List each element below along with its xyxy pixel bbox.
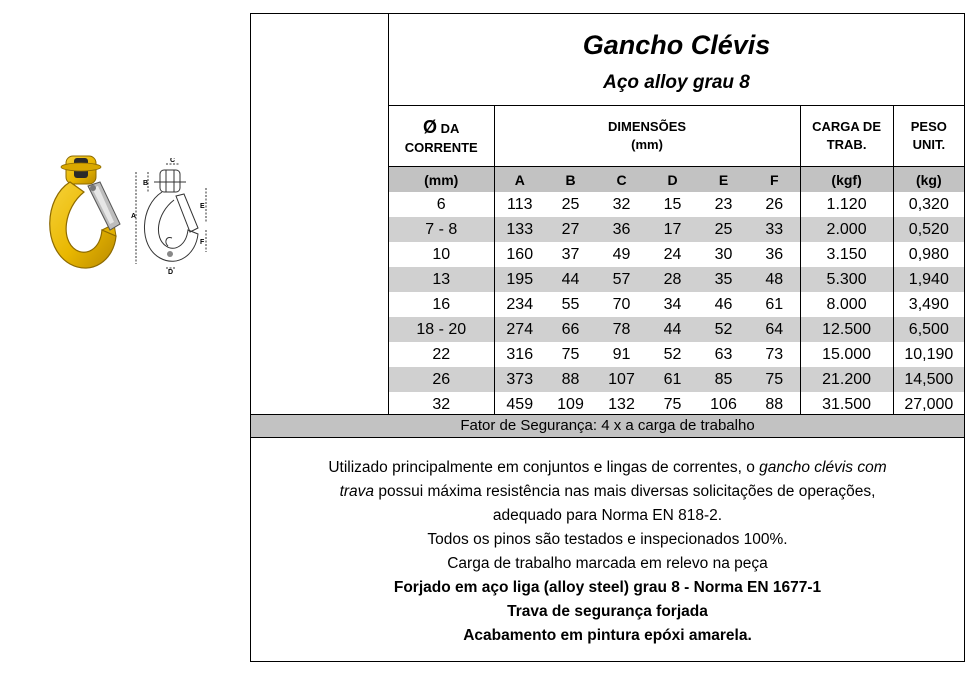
table-cell: 13 bbox=[389, 267, 494, 292]
table-cell: 88 bbox=[545, 367, 596, 392]
table-cell: 8.000 bbox=[800, 292, 893, 317]
table-cell: 22 bbox=[389, 342, 494, 367]
table-cell: 109 bbox=[557, 395, 584, 413]
table-cell: 1,940 bbox=[893, 267, 964, 292]
table-cell: 55 bbox=[561, 295, 580, 313]
table-cell: 18 - 20 bbox=[389, 317, 494, 342]
description-line-bold: Acabamento em pintura epóxi amarela. bbox=[463, 627, 752, 644]
description-line: Carga de trabalho marcada em relevo na peça bbox=[447, 555, 768, 572]
table-cell: 91 bbox=[612, 345, 631, 363]
title-block bbox=[389, 14, 964, 106]
header-chain-diameter bbox=[389, 106, 494, 167]
table-cell: 12.500 bbox=[800, 317, 893, 342]
table-cell: 73 bbox=[765, 345, 784, 363]
diameter-symbol: Ø bbox=[423, 117, 438, 138]
table-cell: 0,520 bbox=[893, 217, 964, 242]
table-cell: 37 bbox=[561, 245, 580, 263]
table-cell: 63 bbox=[714, 345, 733, 363]
table-cell: 46 bbox=[714, 295, 733, 313]
description-italic: trava bbox=[339, 483, 375, 500]
table-cell: 10 bbox=[389, 242, 494, 267]
label-c: C bbox=[170, 158, 176, 164]
label-e: E bbox=[200, 203, 205, 210]
hook-photo bbox=[40, 152, 126, 276]
table-header-row bbox=[389, 106, 964, 167]
table-cell: 113 bbox=[506, 195, 533, 213]
table-cell: 5.300 bbox=[800, 267, 893, 292]
table-cell: 26 bbox=[765, 195, 784, 213]
header-dimensions-unit: (mm) bbox=[631, 137, 663, 152]
table-cell: 3.150 bbox=[800, 242, 893, 267]
page-title: Gancho Clévis bbox=[582, 30, 771, 60]
table-cell: 132 bbox=[608, 395, 635, 413]
table-cell: 0,320 bbox=[893, 192, 964, 217]
table-cell: 52 bbox=[698, 317, 749, 342]
table-cell: 1.120 bbox=[800, 192, 893, 217]
table-cell: 10,190 bbox=[893, 342, 964, 367]
unit-cell: A bbox=[494, 167, 545, 193]
table-row bbox=[389, 267, 964, 292]
table-cell: 64 bbox=[749, 317, 800, 342]
table-row bbox=[389, 317, 964, 342]
table-cell: 0,980 bbox=[893, 242, 964, 267]
table-cell: 3,490 bbox=[893, 292, 964, 317]
spec-sheet-frame bbox=[250, 13, 965, 662]
table-cell: 31.500 bbox=[800, 392, 893, 417]
table-cell: 52 bbox=[663, 345, 682, 363]
header-unit-weight bbox=[893, 106, 964, 167]
label-b: B bbox=[143, 180, 149, 187]
table-cell: 17 bbox=[647, 217, 698, 242]
unit-cell: F bbox=[749, 167, 800, 193]
table-cell: 34 bbox=[663, 295, 682, 313]
table-cell: 75 bbox=[663, 395, 682, 413]
unit-cell: (mm) bbox=[389, 167, 494, 193]
table-cell: 160 bbox=[506, 245, 534, 263]
table-cell: 16 bbox=[389, 292, 494, 317]
table-cell: 2.000 bbox=[800, 217, 893, 242]
label-d: D bbox=[168, 269, 174, 274]
table-cell: 85 bbox=[698, 367, 749, 392]
table-cell: 27 bbox=[545, 217, 596, 242]
header-dimensions bbox=[494, 106, 800, 167]
label-a: A bbox=[131, 213, 137, 220]
header-working-load bbox=[800, 106, 893, 167]
table-row bbox=[389, 242, 964, 267]
table-cell: 234 bbox=[506, 295, 534, 313]
table-cell: 133 bbox=[494, 217, 545, 242]
table-cell: 78 bbox=[596, 317, 647, 342]
blank-left-column bbox=[251, 14, 389, 414]
table-cell: 44 bbox=[647, 317, 698, 342]
table-row bbox=[389, 192, 964, 217]
unit-cell: E bbox=[698, 167, 749, 193]
table-cell: 7 - 8 bbox=[389, 217, 494, 242]
header-weight-line2: UNIT. bbox=[912, 137, 946, 152]
table-cell: 28 bbox=[647, 267, 698, 292]
table-cell: 316 bbox=[506, 345, 534, 363]
table-cell: 26 bbox=[389, 367, 494, 392]
table-cell: 24 bbox=[663, 245, 682, 263]
label-f: F bbox=[200, 239, 205, 246]
header-load-line1: CARGA DE bbox=[812, 119, 881, 135]
table-cell: 33 bbox=[749, 217, 800, 242]
description-italic: gancho clévis com bbox=[759, 459, 887, 476]
table-cell: 373 bbox=[494, 367, 545, 392]
table-row bbox=[389, 217, 964, 242]
description-text: Utilizado principalmente em conjuntos e lingas de correntes, o bbox=[328, 459, 760, 476]
header-weight-line1: PESO bbox=[910, 119, 947, 135]
unit-cell: C bbox=[596, 167, 647, 193]
table-cell: 70 bbox=[612, 295, 631, 313]
product-description bbox=[251, 456, 964, 648]
unit-cell: B bbox=[545, 167, 596, 193]
table-cell: 27,000 bbox=[893, 392, 964, 417]
unit-cell: D bbox=[647, 167, 698, 193]
table-cell: 106 bbox=[710, 395, 737, 413]
header-chain-corrente: CORRENTE bbox=[404, 140, 478, 156]
table-cell: 75 bbox=[749, 367, 800, 392]
spec-table bbox=[389, 106, 964, 417]
header-dimensions-label: DIMENSÕES bbox=[608, 119, 687, 135]
unit-cell: (kgf) bbox=[800, 167, 893, 193]
description-line: adequado para Norma EN 818-2. bbox=[492, 507, 723, 524]
table-cell: 107 bbox=[596, 367, 647, 392]
table-cell: 459 bbox=[506, 395, 534, 413]
table-cell: 66 bbox=[545, 317, 596, 342]
table-cell: 88 bbox=[765, 395, 784, 413]
table-cell: 30 bbox=[714, 245, 733, 263]
table-row bbox=[389, 342, 964, 367]
table-cell: 61 bbox=[647, 367, 698, 392]
safety-factor-band: Fator de Segurança: 4 x a carga de trabalho bbox=[251, 414, 964, 438]
table-cell: 35 bbox=[698, 267, 749, 292]
table-cell: 61 bbox=[765, 295, 784, 313]
description-line-bold: Trava de segurança forjada bbox=[507, 603, 708, 620]
table-cell: 57 bbox=[596, 267, 647, 292]
table-cell: 21.200 bbox=[800, 367, 893, 392]
table-cell: 6,500 bbox=[893, 317, 964, 342]
description-line: Todos os pinos são testados e inspecionados 100%. bbox=[427, 531, 788, 548]
unit-cell: (kg) bbox=[893, 167, 964, 193]
table-cell: 15.000 bbox=[800, 342, 893, 367]
page-subtitle: Aço alloy grau 8 bbox=[603, 72, 750, 93]
table-cell: 15 bbox=[663, 195, 682, 213]
table-cell: 36 bbox=[596, 217, 647, 242]
table-cell: 36 bbox=[765, 245, 784, 263]
table-cell: 6 bbox=[389, 192, 494, 217]
table-cell: 14,500 bbox=[893, 367, 964, 392]
table-cell: 44 bbox=[545, 267, 596, 292]
table-row bbox=[389, 367, 964, 392]
units-row bbox=[389, 167, 964, 193]
table-cell: 25 bbox=[698, 217, 749, 242]
description-line bbox=[251, 480, 964, 504]
hook-dimension-diagram bbox=[130, 158, 212, 274]
table-cell: 274 bbox=[494, 317, 545, 342]
table-cell: 49 bbox=[612, 245, 631, 263]
table-cell: 25 bbox=[561, 195, 580, 213]
table-cell: 23 bbox=[714, 195, 733, 213]
table-cell: 32 bbox=[389, 392, 494, 417]
description-line bbox=[251, 456, 964, 480]
description-text: possui máxima resistência nas mais diversas solicitações de operações, bbox=[374, 483, 876, 500]
table-cell: 75 bbox=[561, 345, 580, 363]
description-line-bold: Forjado em aço liga (alloy steel) grau 8 - Norma EN 1677-1 bbox=[393, 579, 822, 596]
table-cell: 32 bbox=[612, 195, 631, 213]
header-load-line2: TRAB. bbox=[826, 137, 867, 152]
table-row bbox=[389, 292, 964, 317]
table-cell: 48 bbox=[749, 267, 800, 292]
header-chain-da: DA bbox=[440, 121, 460, 137]
table-cell: 195 bbox=[494, 267, 545, 292]
